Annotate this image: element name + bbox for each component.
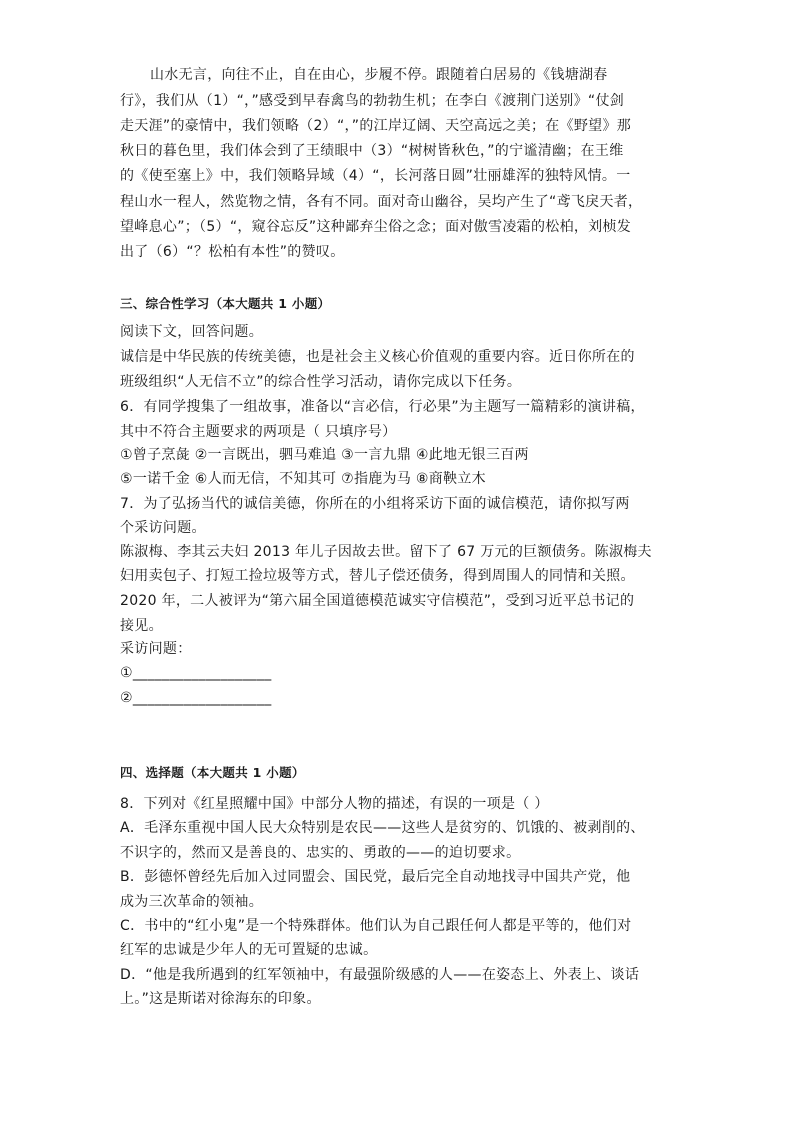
choice-c: C．书中的“红小鬼”是一个特殊群体。他们认为自己跟任何人都是平等的，他们对 <box>120 918 632 934</box>
passage-line: 程山水一程人，然览物之情，各有不同。面对奇山幽谷，吴均产生了“鸢飞戾天者， <box>120 194 643 210</box>
option-list: ①曾子烹彘 ②一言既出，驷马难追 ③一言九鼎 ④此地无银三百两 <box>120 447 529 463</box>
section-line: 班级组织“人无信不立”的综合性学习活动，请你完成以下任务。 <box>120 374 522 390</box>
section-line: 接见。 <box>120 618 163 634</box>
passage-line: 行》，我们从（1）“，”感受到早春禽鸟的勃勃生机；在李白《渡荆门送别》“仗剑 <box>120 93 625 109</box>
question-7: 7．为了弘扬当代的诚信美德，你所在的小组将采访下面的诚信模范，请你拟写两 <box>120 496 630 512</box>
section-line: 诚信是中华民族的传统美德，也是社会主义核心价值观的重要内容。近日你所在的 <box>120 349 635 365</box>
section-line: 个采访问题。 <box>120 520 206 536</box>
section-line: 采访问题： <box>120 641 192 657</box>
choice-c-cont: 红军的忠诚是少年人的无可置疑的忠诚。 <box>120 942 378 958</box>
question-8: 8．下列对《红星照耀中国》中部分人物的描述，有误的一项是（ ） <box>120 796 549 812</box>
section-line: 阅读下文，回答问题。 <box>120 324 263 340</box>
section-heading: 三、综合性学习（本大题共 1 小题） <box>120 296 331 311</box>
passage-line: 走天涯”的豪情中，我们领略（2）“，”的江岸辽阔、天空高远之美；在《野望》那 <box>120 118 632 134</box>
section-line: 2020 年，二人被评为“第六届全国道德模范诚实守信模范”，受到习近平总书记的 <box>120 593 635 609</box>
section-line: 其中不符合主题要求的两项是（ 只填序号） <box>120 424 397 440</box>
passage-line: 山水无言，向往不止，自在由心，步履不停。跟随着白居易的《钱塘湖春 <box>150 67 608 83</box>
answer-blank-2[interactable]: ②___________________ <box>120 690 272 706</box>
passage-line: 望峰息心”；（5）“，窥谷忘反”这种鄙弃尘俗之念；面对傲雪凌霜的松柏，刘桢发 <box>120 219 632 235</box>
passage-line: 的《使至塞上》中，我们领略异域（4）“，长河落日圆”壮丽雄浑的独特风情。一 <box>120 168 631 184</box>
section-line: 妇用卖包子、打短工捡垃圾等方式，替儿子偿还债务，得到周围人的同情和关照。 <box>120 568 635 584</box>
answer-blank-1[interactable]: ①___________________ <box>120 665 272 681</box>
section-line: 陈淑梅、李其云夫妇 2013 年儿子因故去世。留下了 67 万元的巨额债务。陈淑梅夫 <box>120 544 652 560</box>
choice-d-cont: 上。”这是斯诺对徐海东的印象。 <box>120 991 321 1007</box>
option-list: ⑤一诺千金 ⑥人而无信，不知其可 ⑦指鹿为马 ⑧商鞅立木 <box>120 471 486 487</box>
question-6: 6．有同学搜集了一组故事，准备以“言必信，行必果”为主题写一篇精彩的演讲稿， <box>120 399 645 415</box>
passage-line: 出了（6）“？松柏有本性”的赞叹。 <box>120 244 345 260</box>
choice-b-cont: 成为三次革命的领袖。 <box>120 894 263 910</box>
passage-line: 秋日的暮色里，我们体会到了王绩眼中（3）“树树皆秋色，”的宁谧清幽；在王维 <box>120 143 624 159</box>
section-heading: 四、选择题（本大题共 1 小题） <box>120 765 305 780</box>
choice-a: A．毛泽东重视中国人民大众特别是农民——这些人是贫穷的、饥饿的、被剥削的、 <box>120 820 645 836</box>
choice-d: D．“他是我所遇到的红军领袖中，有最强阶级感的人——在姿态上、外表上、谈话 <box>120 967 640 983</box>
choice-b: B．彭德怀曾经先后加入过同盟会、国民党，最后完全自动地找寻中国共产党，他 <box>120 869 631 885</box>
choice-a-cont: 不识字的，然而又是善良的、忠实的、勇敢的——的迫切要求。 <box>120 845 521 861</box>
